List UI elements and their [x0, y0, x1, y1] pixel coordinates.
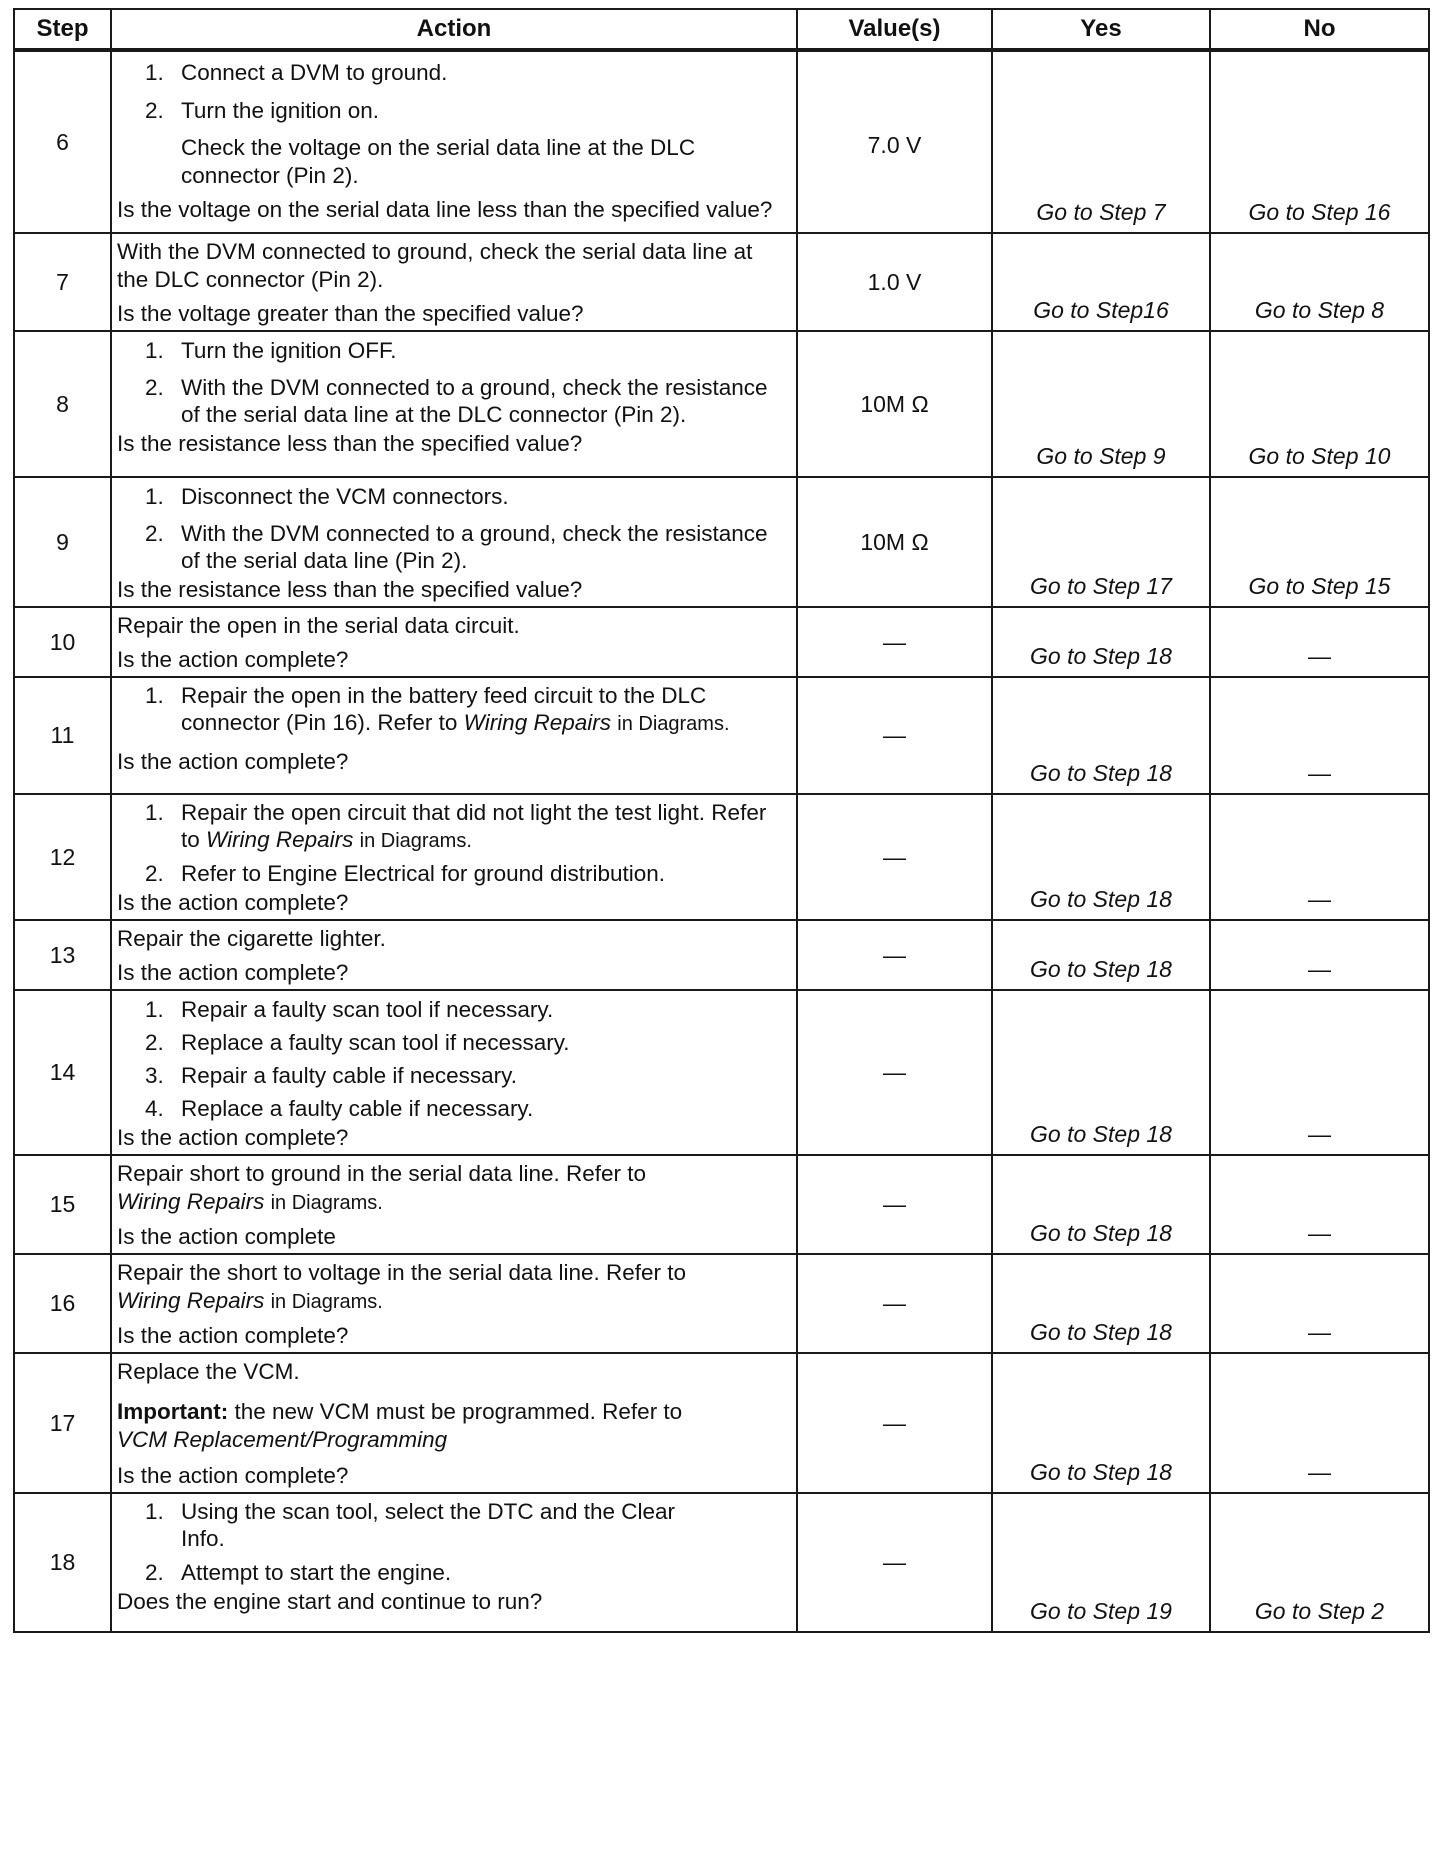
wiring-repairs-ref: Wiring Repairs — [117, 1288, 265, 1313]
yes-cell: Go to Step 18 — [992, 920, 1210, 990]
action-question: Does the engine start and continue to run? — [117, 1589, 543, 1614]
action-text: Repair the short to voltage in the serial data line. Refer to Wiring Repairs in Diagrams. — [117, 1260, 687, 1313]
value-cell: 10M Ω — [797, 331, 992, 477]
step-number: 9 — [14, 477, 111, 607]
action-text: Repair the cigarette lighter. — [117, 926, 386, 951]
step-number: 12 — [14, 794, 111, 920]
value-cell: 7.0 V — [797, 50, 992, 233]
diagnostic-table-sheet — [13, 8, 1428, 1633]
value-cell: — — [797, 1353, 992, 1493]
no-cell: Go to Step 16 — [1210, 50, 1429, 233]
action-question: Is the action complete? — [117, 647, 349, 672]
table-row-step-13 — [14, 920, 1429, 990]
step-number: 17 — [14, 1353, 111, 1493]
no-cell: — — [1210, 1155, 1429, 1254]
action-cell — [111, 233, 797, 331]
yes-cell: Go to Step 17 — [992, 477, 1210, 607]
step-number: 18 — [14, 1493, 111, 1632]
yes-cell: Go to Step 18 — [992, 1254, 1210, 1353]
value-cell: — — [797, 794, 992, 920]
header-no: No — [1210, 9, 1429, 50]
no-cell: — — [1210, 607, 1429, 677]
step-number: 6 — [14, 50, 111, 233]
header-action: Action — [111, 9, 797, 50]
value-cell: — — [797, 1155, 992, 1254]
table-row-step-12 — [14, 794, 1429, 920]
action-cell — [111, 331, 797, 477]
step-number: 15 — [14, 1155, 111, 1254]
action-question: Is the action complete? — [117, 1463, 349, 1488]
action-item: 2. Attempt to start the engine. — [145, 1560, 452, 1585]
action-cell — [111, 920, 797, 990]
value-cell: 10M Ω — [797, 477, 992, 607]
wiring-repairs-ref: Wiring Repairs — [463, 710, 611, 735]
action-subtext: Check the voltage on the serial data line at the DLC connector (Pin 2). — [181, 135, 696, 188]
action-item: 1. Disconnect the VCM connectors. — [145, 484, 509, 509]
action-item: 2. Refer to Engine Electrical for ground distribution. — [145, 861, 666, 886]
no-cell: — — [1210, 677, 1429, 794]
header-step: Step — [14, 9, 111, 50]
action-item: 3. Repair a faulty cable if necessary. — [145, 1063, 517, 1088]
step-number: 7 — [14, 233, 111, 331]
action-item: 1. Repair the open in the battery feed circuit to the DLC connector (Pin 16). Refer to Wiring Repairs in Diagrams. — [145, 683, 730, 735]
value-cell: — — [797, 1493, 992, 1632]
yes-cell: Go to Step 18 — [992, 990, 1210, 1155]
table-row-step-16 — [14, 1254, 1429, 1353]
action-question: Is the voltage on the serial data line less than the specified value? — [117, 197, 773, 222]
yes-cell: Go to Step 19 — [992, 1493, 1210, 1632]
action-item: 1. Connect a DVM to ground. — [145, 60, 448, 85]
action-cell — [111, 677, 797, 794]
table-row-step-15 — [14, 1155, 1429, 1254]
action-cell — [111, 1155, 797, 1254]
table-row-step-9 — [14, 477, 1429, 607]
yes-cell: Go to Step 18 — [992, 677, 1210, 794]
value-cell: 1.0 V — [797, 233, 992, 331]
no-cell: Go to Step 10 — [1210, 331, 1429, 477]
table-row-step-17 — [14, 1353, 1429, 1493]
action-cell — [111, 794, 797, 920]
action-cell — [111, 1254, 797, 1353]
action-item: 4. Replace a faulty cable if necessary. — [145, 1096, 534, 1121]
action-item: 1. Repair a faulty scan tool if necessary. — [145, 997, 554, 1022]
no-cell: — — [1210, 794, 1429, 920]
action-cell — [111, 1493, 797, 1632]
action-text: Replace the VCM. — [117, 1359, 300, 1384]
yes-cell: Go to Step 18 — [992, 1155, 1210, 1254]
action-question: Is the action complete? — [117, 1323, 349, 1348]
no-cell: — — [1210, 1353, 1429, 1493]
vcm-programming-ref: VCM Replacement/Programming — [117, 1427, 448, 1452]
table-row-step-10 — [14, 607, 1429, 677]
action-cell — [111, 1353, 797, 1493]
action-text: Repair the open in the serial data circuit. — [117, 613, 520, 638]
action-question: Is the action complete? — [117, 749, 349, 774]
action-cell — [111, 990, 797, 1155]
action-text: Repair short to ground in the serial data line. Refer to Wiring Repairs in Diagrams. — [117, 1161, 647, 1214]
yes-cell: Go to Step 18 — [992, 794, 1210, 920]
action-question: Is the action complete? — [117, 890, 349, 915]
no-cell: Go to Step 15 — [1210, 477, 1429, 607]
value-cell: — — [797, 1254, 992, 1353]
step-number: 11 — [14, 677, 111, 794]
header-yes: Yes — [992, 9, 1210, 50]
action-cell — [111, 477, 797, 607]
yes-cell: Go to Step 18 — [992, 607, 1210, 677]
yes-cell: Go to Step 18 — [992, 1353, 1210, 1493]
value-cell: — — [797, 607, 992, 677]
action-question: Is the voltage greater than the specified value? — [117, 301, 584, 326]
action-item: 2. Turn the ignition on. — [145, 98, 380, 123]
value-cell: — — [797, 677, 992, 794]
step-number: 14 — [14, 990, 111, 1155]
action-item: 2. Replace a faulty scan tool if necessary. — [145, 1030, 570, 1055]
action-cell — [111, 50, 797, 233]
value-cell: — — [797, 920, 992, 990]
step-number: 8 — [14, 331, 111, 477]
action-item: 2. With the DVM connected to a ground, check the resistance of the serial data line at the DLC connector (Pin 2). — [145, 375, 768, 427]
table-row-step-11 — [14, 677, 1429, 794]
action-item: 2. With the DVM connected to a ground, check the resistance of the serial data line (Pin 2). — [145, 521, 768, 573]
table-row-step-14 — [14, 990, 1429, 1155]
no-cell: — — [1210, 1254, 1429, 1353]
action-question: Is the action complete — [117, 1224, 336, 1249]
no-cell: — — [1210, 920, 1429, 990]
yes-cell: Go to Step16 — [992, 233, 1210, 331]
header-row — [14, 9, 1429, 50]
table-row-step-18 — [14, 1493, 1429, 1632]
action-cell — [111, 607, 797, 677]
yes-cell: Go to Step 7 — [992, 50, 1210, 233]
step-number: 13 — [14, 920, 111, 990]
important-note: Important: the new VCM must be programmed. Refer to VCM Replacement/Programming — [117, 1399, 683, 1452]
action-item: 1. Using the scan tool, select the DTC and the Clear Info. — [145, 1499, 676, 1551]
table-row-step-8 — [14, 331, 1429, 477]
header-values: Value(s) — [797, 9, 992, 50]
wiring-repairs-ref: Wiring Repairs — [206, 827, 354, 852]
table-row-step-7 — [14, 233, 1429, 331]
action-question: Is the action complete? — [117, 1125, 349, 1150]
no-cell: Go to Step 8 — [1210, 233, 1429, 331]
diagnostic-table — [13, 8, 1430, 1633]
no-cell: Go to Step 2 — [1210, 1493, 1429, 1632]
step-number: 16 — [14, 1254, 111, 1353]
step-number: 10 — [14, 607, 111, 677]
action-question: Is the action complete? — [117, 960, 349, 985]
important-label: Important: — [117, 1399, 229, 1424]
no-cell: — — [1210, 990, 1429, 1155]
action-item: 1. Turn the ignition OFF. — [145, 338, 397, 363]
wiring-repairs-ref: Wiring Repairs — [117, 1189, 265, 1214]
table-row-step-6 — [14, 50, 1429, 233]
action-item: 1. Repair the open circuit that did not light the test light. Refer to Wiring Repairs in Diagrams. — [145, 800, 767, 852]
value-cell: — — [797, 990, 992, 1155]
yes-cell: Go to Step 9 — [992, 331, 1210, 477]
action-question: Is the resistance less than the specified value? — [117, 431, 583, 456]
action-text: With the DVM connected to ground, check the serial data line at the DLC connector (Pin 2). — [117, 239, 753, 292]
action-question: Is the resistance less than the specified value? — [117, 577, 583, 602]
